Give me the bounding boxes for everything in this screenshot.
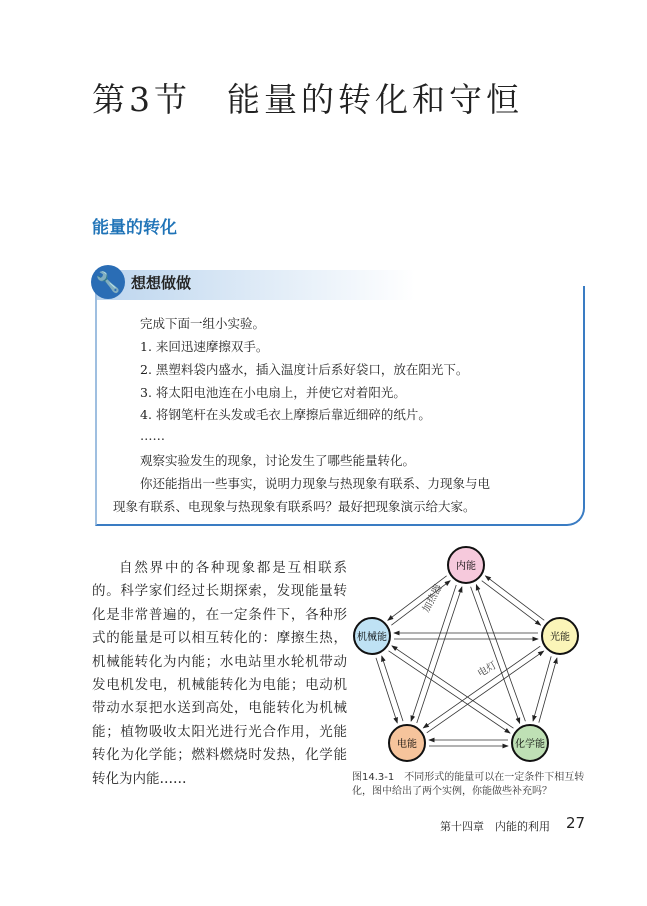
conversion-arrow xyxy=(476,585,525,722)
section-number: 第3节 xyxy=(92,80,191,119)
energy-node-label: 光能 xyxy=(550,632,570,643)
section-heading: 能量的转化 xyxy=(92,218,177,238)
activity-line: 1. 来回迅速摩擦双手。 xyxy=(140,339,269,354)
activity-title: 想想做做 xyxy=(131,274,192,292)
conversion-arrow xyxy=(485,576,544,620)
activity-line: 观察实验发生的现象，讨论发生了哪些能量转化。 xyxy=(140,453,416,468)
activity-line: …… xyxy=(140,428,165,443)
energy-node-label: 电能 xyxy=(397,739,417,750)
activity-line: 完成下面一组小实验。 xyxy=(140,316,266,331)
conversion-arrow xyxy=(471,587,520,724)
energy-node-label: 机械能 xyxy=(357,632,387,643)
page-title xyxy=(92,74,523,121)
activity-line: 你还能指出一些事实，说明力现象与热现象有联系、力现象与电 xyxy=(140,476,491,491)
conversion-arrow xyxy=(392,646,514,728)
wrench-icon: 🔧 xyxy=(91,265,125,299)
conversion-arrow xyxy=(427,651,544,733)
chapter-footer: 第十四章 内能的利用 xyxy=(440,820,550,833)
section-name: 能量的转化和守恒 xyxy=(227,80,523,119)
edge-label: 加热器 xyxy=(420,582,445,615)
conversion-arrow xyxy=(376,658,397,723)
conversion-arrow xyxy=(482,581,541,625)
body-paragraph: 自然界中的各种现象都是互相联系的。科学家们经过长期探索，发现能量转化是非常普遍的，在一定条件下，各种形式的能量是可以相互转化的：摩擦生热，机械能转化为内能；水电站里水轮机带动发电机发电，机械能转化为电能；电动机带动水泵把水送到高处，电能转化为机械能；植物吸收太阳光进行光合作用，光能转化为化学能；燃料燃烧时发热，化学能转化为内能…… xyxy=(92,560,347,787)
activity-line: 现象有联系、电现象与热现象有联系吗？最好把现象演示给大家。 xyxy=(113,499,476,514)
figure-caption: 图14.3-1 不同形式的能量可以在一定条件下相互转化，图中给出了两个实例，你能做些补充吗？ xyxy=(352,772,585,797)
edge-label: 电灯 xyxy=(476,660,499,680)
page-number: 27 xyxy=(566,814,586,832)
conversion-arrow xyxy=(423,646,540,728)
energy-conversion-diagram xyxy=(340,535,600,770)
conversion-arrow xyxy=(382,656,403,721)
activity-line: 3. 将太阳电池连在小电扇上，并使它对着阳光。 xyxy=(140,385,406,400)
activity-line: 4. 将钢笔杆在头发或毛衣上摩擦后靠近细碎的纸片。 xyxy=(140,407,431,422)
energy-node-label: 内能 xyxy=(456,561,476,572)
activity-line: 2. 黑塑料袋内盛水，插入温度计后系好袋口，放在阳光下。 xyxy=(140,362,469,377)
energy-node-label: 化学能 xyxy=(515,739,545,750)
